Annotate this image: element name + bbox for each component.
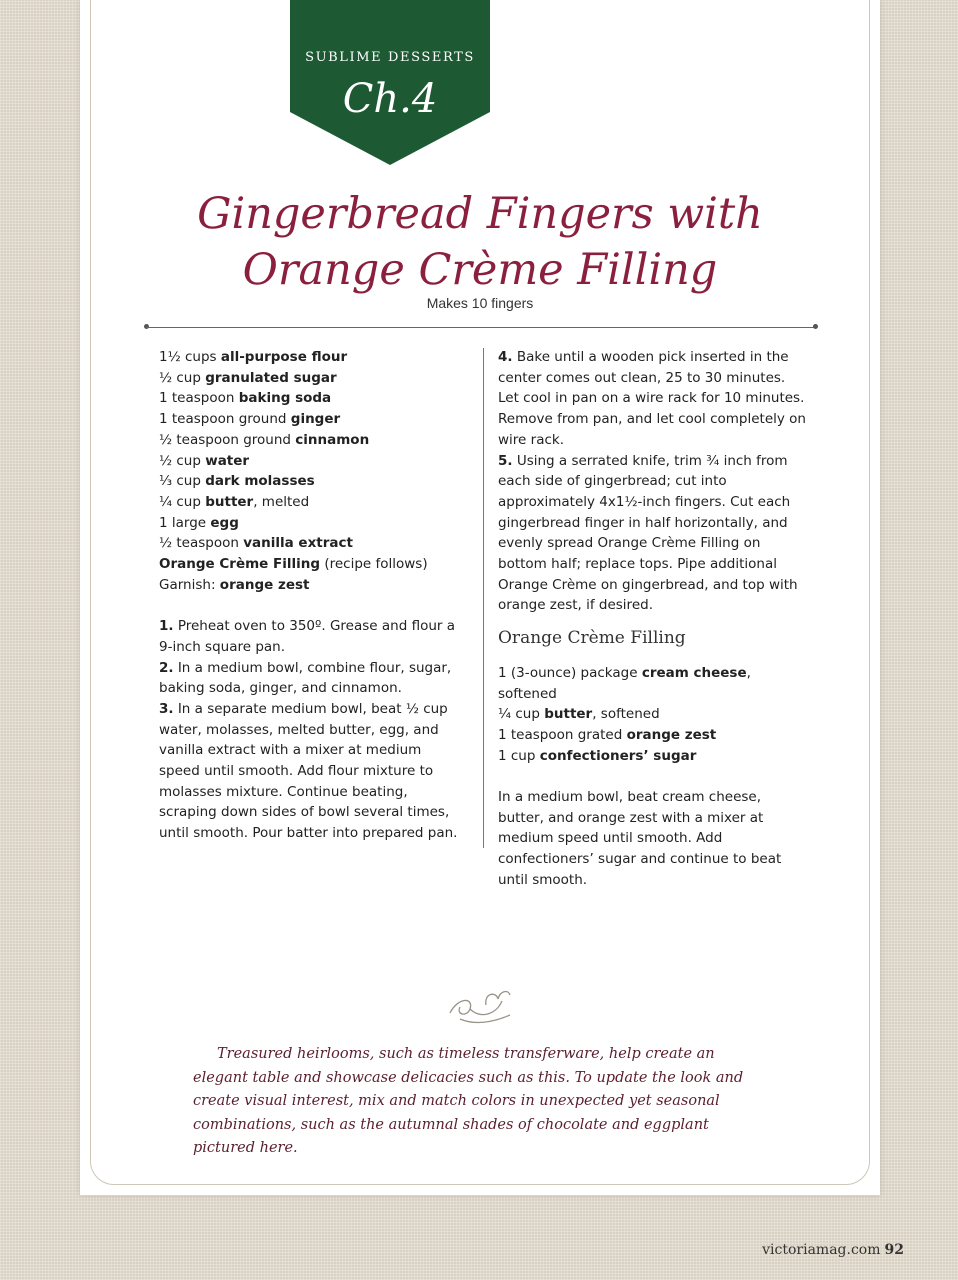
ingredient-amount: ½ teaspoon xyxy=(159,535,244,552)
recipe-title xyxy=(80,186,880,298)
ingredient-item xyxy=(498,663,808,704)
ingredient-item xyxy=(159,368,464,389)
ingredient-amount: 1 (3-ounce) package xyxy=(498,664,642,681)
ingredient-item xyxy=(498,704,808,725)
ingredient-item xyxy=(159,554,464,575)
ingredient-note: , softened xyxy=(592,706,660,723)
photo-caption xyxy=(193,1043,773,1161)
title-divider xyxy=(146,327,816,328)
ingredient-item xyxy=(159,409,464,430)
filling-method: In a medium bowl, beat cream cheese, butter, and orange zest with a mixer at medium speed until smooth. Add confectioners’ sugar and continue to beat until smooth. xyxy=(498,789,782,888)
step-item xyxy=(498,451,808,617)
ingredient-name: ginger xyxy=(290,411,341,428)
ingredient-item xyxy=(159,388,464,409)
steps-list-left xyxy=(159,616,464,844)
chapter-banner xyxy=(290,0,490,165)
recipe-yield: Makes 10 fingers xyxy=(426,295,534,311)
step-text: In a medium bowl, combine flour, sugar, baking soda, ginger, and cinnamon. xyxy=(159,659,452,697)
ingredient-name: egg xyxy=(210,514,239,531)
ingredient-name: cinnamon xyxy=(295,431,370,448)
ingredient-name: butter xyxy=(205,493,254,510)
caption-text: Treasured heirlooms, such as timeless transferware, help create an elegant table and showcase delicacies such as this. To update the look and create visual interest, mix and match colors in unexpected yet seasonal combinations, such as the autumnal shades of chocolate and eggplant pictured here. xyxy=(193,1046,744,1156)
ingredient-amount: 1 cup xyxy=(498,747,540,764)
step-number: 2. xyxy=(159,659,174,676)
ingredient-name: vanilla extract xyxy=(243,535,353,552)
ingredient-item xyxy=(159,451,464,472)
ingredient-amount: 1 teaspoon xyxy=(159,390,239,407)
ingredient-note: (recipe follows) xyxy=(320,556,428,573)
ingredient-list xyxy=(159,347,464,595)
right-column xyxy=(498,347,808,891)
flourish-icon xyxy=(440,985,520,1025)
recipe-title-line-2: Orange Crème Filling xyxy=(242,245,718,295)
ingredient-item xyxy=(159,471,464,492)
ingredient-name: orange zest xyxy=(626,726,717,743)
ingredient-item xyxy=(159,575,464,596)
ingredient-item xyxy=(498,746,808,767)
step-item xyxy=(159,658,464,699)
column-divider xyxy=(483,348,484,848)
ingredient-amount: ½ cup xyxy=(159,369,206,386)
steps-list-right xyxy=(498,347,808,616)
ingredient-name: cream cheese xyxy=(641,664,747,681)
step-number: 1. xyxy=(159,618,174,635)
ingredient-item xyxy=(498,725,808,746)
ingredient-item xyxy=(159,533,464,554)
ingredient-name: dark molasses xyxy=(205,473,315,490)
step-number: 4. xyxy=(498,349,513,365)
step-text: Preheat oven to 350º. Grease and flour a 9-inch square pan. xyxy=(159,618,456,655)
ingredient-name: water xyxy=(205,452,250,469)
filling-ingredient-list xyxy=(498,663,808,767)
ingredient-name: butter xyxy=(544,706,593,723)
ingredient-amount: 1 teaspoon ground xyxy=(159,411,291,428)
ingredient-item xyxy=(159,513,464,534)
recipe-title-line-1: Gingerbread Fingers with xyxy=(197,189,763,239)
page-number: 92 xyxy=(884,1242,904,1258)
page-footer xyxy=(762,1242,904,1258)
step-text: Using a serrated knife, trim ¾ inch from each side of gingerbread; cut into approximately 4x1½-inch fingers. Cut each gingerbread finger in half horizontally, and evenly spread Orange Crème Filling on bottom half; replace tops. Pipe additional Orange Crème on gingerbread, and top with orange zest, if desired. xyxy=(498,452,798,614)
ingredient-amount: ¼ cup xyxy=(498,706,545,723)
step-item xyxy=(159,699,464,844)
ingredient-item xyxy=(159,492,464,513)
ingredient-name: confectioners’ sugar xyxy=(539,747,697,764)
step-text: Bake until a wooden pick inserted in the center comes out clean, 25 to 30 minutes. Let cool in pan on a wire rack for 10 minutes. Remove from pan, and let cool completely on wire rack. xyxy=(498,349,806,448)
ingredient-amount: ½ cup xyxy=(159,452,206,469)
step-item xyxy=(498,347,808,451)
rule-end-dot xyxy=(813,324,818,329)
ingredient-name: baking soda xyxy=(238,390,332,407)
ingredient-name: orange zest xyxy=(219,576,310,593)
ingredient-note: , softened xyxy=(498,664,751,702)
step-text: In a separate medium bowl, beat ½ cup water, molasses, melted butter, egg, and vanilla extract with a mixer at medium speed until smooth. Add flour mixture to molasses mixture. Continue beating, scraping down sides of bowl several times, until smooth. Pour batter into prepared pan. xyxy=(159,700,458,842)
step-item xyxy=(159,616,464,657)
ingredient-note: , melted xyxy=(253,493,310,510)
filling-title: Orange Crème Filling xyxy=(498,628,686,649)
banner-kicker: SUBLIME DESSERTS xyxy=(305,50,475,65)
chapter-number: Ch.4 xyxy=(342,76,438,122)
site-url: victoriamag.com xyxy=(762,1242,881,1258)
ingredient-item xyxy=(159,430,464,451)
step-number: 5. xyxy=(498,452,513,469)
ingredient-amount: 1½ cups xyxy=(159,349,221,365)
ingredient-name: all-purpose flour xyxy=(220,349,348,365)
ingredient-name: granulated sugar xyxy=(205,369,337,386)
ingredient-amount: Garnish: xyxy=(159,576,220,593)
ingredient-amount: 1 large xyxy=(159,514,211,531)
ingredient-amount: ½ teaspoon ground xyxy=(159,431,296,448)
left-column xyxy=(159,347,464,844)
ingredient-amount: ¼ cup xyxy=(159,493,206,510)
ingredient-amount: 1 teaspoon grated xyxy=(498,726,627,743)
step-number: 3. xyxy=(159,700,174,717)
ingredient-amount: ⅓ cup xyxy=(159,473,206,490)
ingredient-name: Orange Crème Filling xyxy=(159,556,321,573)
ingredient-item xyxy=(159,347,464,368)
